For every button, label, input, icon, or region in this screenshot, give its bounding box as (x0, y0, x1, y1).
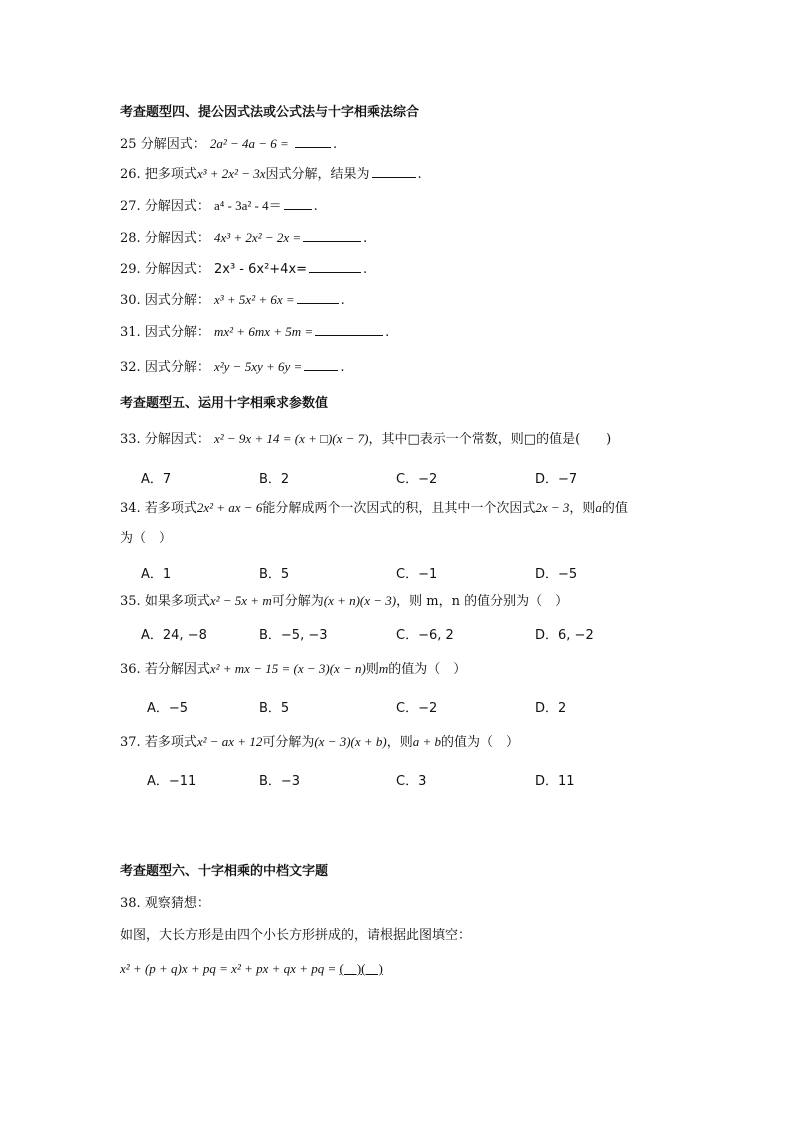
math-expression: 4x³ + 2x² − 2x = (213, 230, 302, 245)
question-text: 能分解成两个一次因式的积，且其中一个次因式 (262, 501, 536, 516)
question-38-desc: 如图，大长方形是由四个小长方形拼成的，请根据此图填空： (120, 928, 472, 943)
question-text: 分解因式： (144, 199, 210, 214)
answer-blank (315, 323, 383, 336)
math-expression: 2x − 3 (535, 500, 570, 515)
option-a[interactable]: A．1 (141, 567, 172, 582)
question-29: 29. 分解因式： 2x³ - 6x²+4x= . (120, 262, 368, 277)
question-25: 25 分解因式： 2a² − 4a − 6 = . (120, 136, 338, 152)
option-b[interactable]: B．2 (259, 472, 290, 487)
question-text: 分解因式： (144, 231, 210, 246)
math-expression: x² + (p + q)x + pq = x² + px + qx + pq = (120, 961, 340, 976)
section-heading-5: 考查题型五、运用十字相乘求参数值 (120, 396, 329, 411)
question-33 (120, 430, 611, 449)
answer-blank (372, 165, 416, 178)
question-text: 把多项式 (144, 167, 197, 182)
option-c[interactable]: C．−6, 2 (396, 628, 454, 643)
question-31: 31. 因式分解： mx² + 6mx + 5m = . (120, 324, 390, 340)
math-expression: 2x³ - 6x²+4x= (213, 262, 308, 277)
question-text: 的值为（ ） (441, 735, 520, 750)
question-36 (120, 660, 466, 679)
math-expression: x²y − 5xy + 6y = (213, 359, 303, 374)
math-expression: a + b (412, 734, 442, 749)
answer-blank (304, 358, 338, 371)
question-text: ，则 (569, 501, 596, 516)
question-number: 33. (120, 432, 141, 447)
option-d[interactable]: D．−7 (535, 472, 578, 487)
question-text: 分解因式： (140, 137, 206, 152)
question-text: ，则 (386, 735, 413, 750)
section-heading-4: 考查题型四、提公因式法或公式法与十字相乘法综合 (120, 105, 420, 120)
option-a[interactable]: A．24, −8 (141, 628, 207, 643)
question-26: 26. 把多项式x³ + 2x² − 3x因式分解，结果为 . (120, 166, 422, 182)
question-text: 分解因式： (144, 262, 210, 277)
option-a[interactable]: A．7 (141, 472, 172, 487)
question-text: 若多项式 (144, 501, 197, 516)
math-expression: 2a² − 4a − 6 = (209, 136, 289, 151)
answer-blank (284, 197, 312, 210)
option-d[interactable]: D．6, −2 (535, 628, 594, 643)
question-number: 37. (120, 735, 141, 750)
question-34-line2: 为（ ） (120, 531, 173, 546)
question-number: 35. (120, 594, 141, 609)
question-text: 观察猜想： (144, 896, 210, 911)
question-text: 若多项式 (144, 735, 197, 750)
question-number: 28. (120, 231, 141, 246)
option-a[interactable]: A．−11 (147, 774, 197, 789)
question-30: 30. 因式分解： x³ + 5x² + 6x = . (120, 292, 345, 308)
question-text: ，则 m，n 的值分别为（ ） (396, 594, 569, 609)
question-text: 分解因式： (144, 432, 210, 447)
question-number: 36. (120, 662, 141, 677)
section-heading-6: 考查题型六、十字相乘的中档文字题 (120, 864, 329, 879)
question-text: 因式分解： (144, 325, 210, 340)
question-text: 可分解为 (262, 735, 315, 750)
question-number: 26. (120, 167, 141, 182)
question-34 (120, 499, 628, 518)
question-35 (120, 592, 568, 611)
question-text: 因式分解，结果为 (265, 167, 370, 182)
math-expression: x² − ax + 12 (196, 734, 263, 749)
math-expression: x³ + 2x² − 3x (196, 166, 266, 181)
answer-blank (303, 229, 361, 242)
option-c[interactable]: C．−2 (396, 472, 438, 487)
math-expression: x² + mx − 15 = (x − 3)(x − n) (209, 661, 366, 676)
question-text: 的值 (601, 501, 628, 516)
option-b[interactable]: B．−3 (259, 774, 301, 789)
question-38-formula (120, 960, 383, 979)
question-text: 则 (365, 662, 379, 677)
option-d[interactable]: D．2 (535, 701, 567, 716)
question-number: 27. (120, 199, 141, 214)
answer-blank (295, 135, 331, 148)
math-variable: m (378, 661, 389, 676)
math-variable: a (595, 500, 602, 515)
math-expression: 2x² + ax − 6 (196, 500, 263, 515)
question-number: 38. (120, 896, 141, 911)
math-expression: (x + n)(x − 3) (323, 593, 397, 608)
math-expression: x³ + 5x² + 6x = (213, 292, 295, 307)
answer-blank (297, 291, 339, 304)
question-text: 的值为（ ） (388, 662, 467, 677)
option-c[interactable]: C．−2 (396, 701, 438, 716)
math-expression: mx² + 6mx + 5m = (213, 324, 314, 339)
option-d[interactable]: D．11 (535, 774, 575, 789)
question-text: ，其中□表示一个常数，则□的值是( ) (368, 432, 612, 447)
option-c[interactable]: C．−1 (396, 567, 438, 582)
option-d[interactable]: D．−5 (535, 567, 578, 582)
question-number: 31. (120, 325, 141, 340)
answer-blank (309, 260, 361, 273)
question-number: 34. (120, 501, 141, 516)
math-expression: x² − 5x + m (209, 593, 272, 608)
question-number: 25 (120, 137, 137, 152)
question-text: 可分解为 (271, 594, 324, 609)
math-expression: a⁴ - 3a² - 4＝ (213, 198, 282, 213)
math-expression: (x − 3)(x + b) (314, 734, 387, 749)
math-expression: x² − 9x + 14 = (x + □)(x − 7) (213, 431, 369, 446)
option-b[interactable]: B．−5, −3 (259, 628, 328, 643)
question-text: 因式分解： (144, 360, 210, 375)
question-number: 32. (120, 360, 141, 375)
question-38 (120, 895, 210, 913)
question-number: 29. (120, 262, 141, 277)
question-27: 27. 分解因式： a⁴ - 3a² - 4＝ . (120, 198, 318, 214)
question-number: 30. (120, 293, 141, 308)
option-a[interactable]: A．−5 (147, 701, 189, 716)
question-32: 32. 因式分解： x²y − 5xy + 6y = . (120, 359, 345, 375)
option-b[interactable]: B．5 (259, 567, 290, 582)
question-37 (120, 733, 519, 752)
option-b[interactable]: B．5 (259, 701, 290, 716)
answer-blank: ( )( ) (339, 961, 383, 976)
question-28: 28. 分解因式： 4x³ + 2x² − 2x = . (120, 230, 368, 246)
question-text: 因式分解： (144, 293, 210, 308)
question-text: 如果多项式 (144, 594, 210, 609)
question-text: 若分解因式 (144, 662, 210, 677)
option-c[interactable]: C．3 (396, 774, 427, 789)
